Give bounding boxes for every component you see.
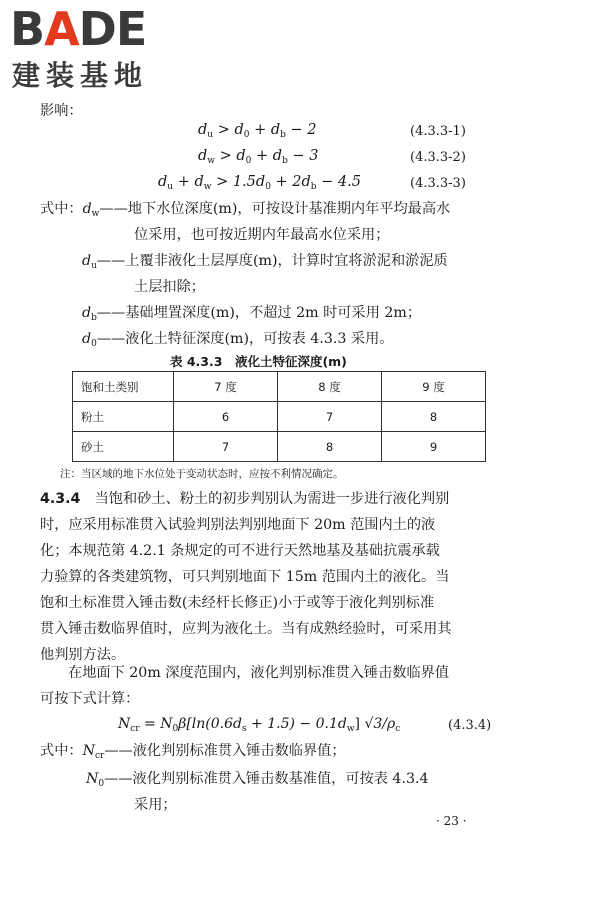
table-cell: 9 bbox=[382, 432, 486, 462]
equation-3: $d_u + d_w > 1.5d_0 + 2d_b - 4.5$ bbox=[158, 174, 361, 192]
table-header-cell: 7 度 bbox=[174, 372, 278, 402]
equation-3-number: (4.3.3-3) bbox=[410, 176, 466, 191]
table-cell: 6 bbox=[174, 402, 278, 432]
paragraph-line: 在地面下 20m 深度范围内，液化判别标准贯入锤击数临界值 bbox=[68, 665, 450, 681]
logo-wordmark: BADE bbox=[10, 2, 147, 56]
definition-db: $d_b——$基础埋置深度(m)，不超过 2m 时可采用 2m； bbox=[82, 305, 422, 323]
table-row bbox=[73, 402, 486, 432]
formula-4-3-4: $N_{cr} = N_0\beta[\ln(0.6d_s + 1.5) - 0.1d_w]$ $√3/\rho_c$ bbox=[118, 716, 401, 734]
definition-n0: $N_0——$液化判别标准贯入锤击数基准值，可按表 4.3.4 bbox=[86, 771, 429, 789]
definition-n0-cont: 采用； bbox=[134, 797, 177, 813]
table-header-cell: 8 度 bbox=[278, 372, 382, 402]
table-cell: 8 bbox=[278, 432, 382, 462]
table-cell: 砂土 bbox=[73, 432, 174, 462]
section-line: 贯入锤击数临界值时，应判为液化土。当有成熟经验时，可采用其 bbox=[40, 621, 452, 637]
paragraph-line: 可按下式计算： bbox=[40, 691, 140, 707]
table-cell: 7 bbox=[278, 402, 382, 432]
bade-logo bbox=[6, 2, 181, 92]
table-caption: 表 4.3.3 液化土特征深度(m) bbox=[170, 354, 347, 369]
section-4-3-4-line-1: 4.3.4 当饱和砂土、粉土的初步判别认为需进一步进行液化判别 bbox=[40, 491, 450, 507]
section-line: 化；本规范第 4.2.1 条规定的可不进行天然地基及基础抗震承载 bbox=[40, 543, 440, 559]
table-cell: 7 bbox=[174, 432, 278, 462]
definition-ncr: 式中：$N_{cr}——$液化判别标准贯入锤击数临界值； bbox=[40, 743, 346, 761]
table-cell: 8 bbox=[382, 402, 486, 432]
section-line: 时，应采用标准贯入试验判别法判别地面下 20m 范围内土的液 bbox=[40, 517, 436, 533]
equation-1: $d_u > d_0 + d_b - 2$ bbox=[198, 122, 317, 140]
table-header-cell: 饱和土类别 bbox=[73, 372, 174, 402]
intro-text: 影响： bbox=[40, 103, 83, 119]
logo-subtitle: 建装基地 bbox=[12, 59, 149, 92]
section-number: 4.3.4 bbox=[40, 491, 81, 507]
formula-number: (4.3.4) bbox=[448, 718, 492, 733]
definition-dw: 式中：$d_w——$地下水位深度(m)，可按设计基准期内年平均最高水 bbox=[40, 201, 451, 219]
table-header-cell: 9 度 bbox=[382, 372, 486, 402]
table-note: 注：当区域的地下水位处于变动状态时，应按不利情况确定。 bbox=[60, 468, 344, 480]
definition-d0: $d_0——$液化土特征深度(m)，可按表 4.3.3 采用。 bbox=[82, 331, 394, 349]
section-line: 饱和土标准贯入锤击数(未经杆长修正)小于或等于液化判别标准 bbox=[40, 595, 435, 611]
table-header-row bbox=[73, 372, 486, 402]
section-line: 他判别方法。 bbox=[40, 647, 126, 663]
equation-2: $d_w > d_0 + d_b - 3$ bbox=[198, 148, 319, 166]
equation-2-number: (4.3.3-2) bbox=[410, 150, 466, 165]
liquefaction-depth-table bbox=[72, 371, 486, 462]
section-line: 力验算的各类建筑物，可只判别地面下 15m 范围内土的液化。当 bbox=[40, 569, 450, 585]
equation-1-number: (4.3.3-1) bbox=[410, 124, 466, 139]
page-number: · 23 · bbox=[436, 814, 467, 828]
definition-dw-cont: 位采用，也可按近期内年最高水位采用； bbox=[134, 227, 390, 243]
definition-du-cont: 土层扣除； bbox=[134, 279, 205, 295]
definition-du: $d_u——$上覆非液化土层厚度(m)，计算时宜将淤泥和淤泥质 bbox=[82, 253, 448, 271]
table-row bbox=[73, 432, 486, 462]
table-cell: 粉土 bbox=[73, 402, 174, 432]
